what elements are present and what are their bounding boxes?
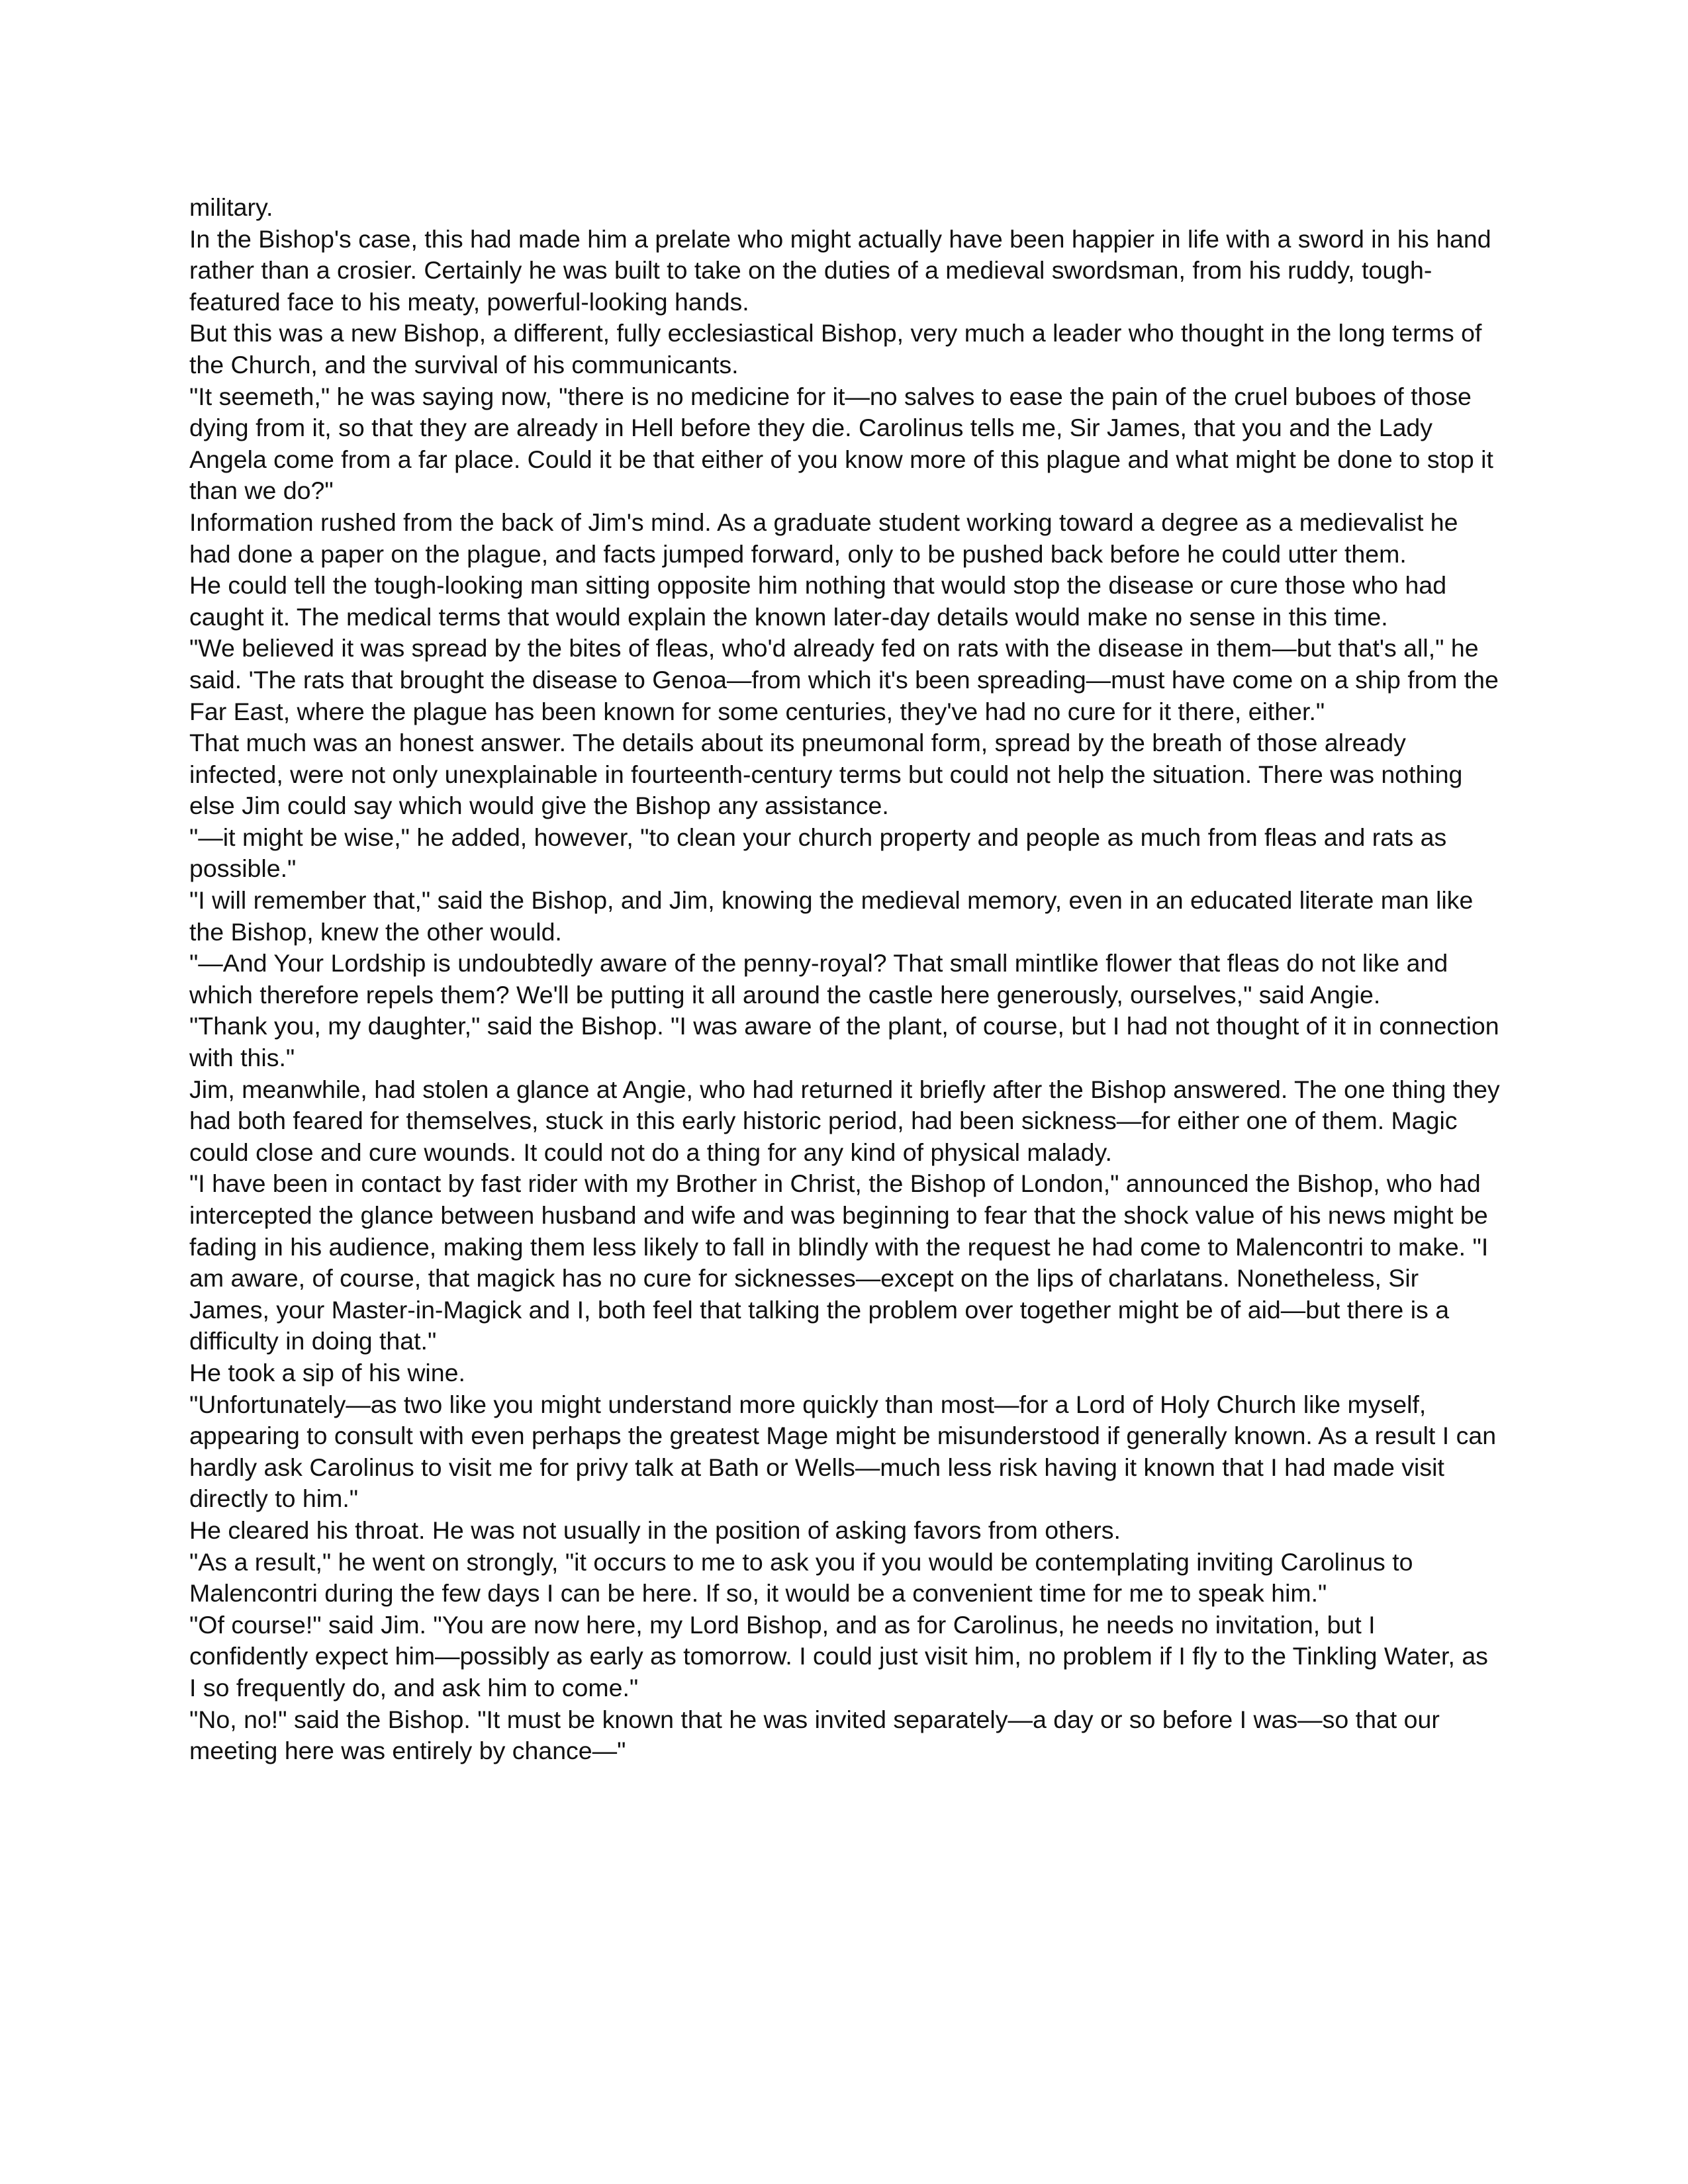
paragraph: He could tell the tough-looking man sitting opposite him nothing that would stop the disease or cure those who had caught it. The medical terms that would explain the known later-day details would make no sense in this time. xyxy=(189,571,1447,631)
paragraph: Jim, meanwhile, had stolen a glance at Angie, who had returned it briefly after the Bishop answered. The one thing they had both feared for themselves, stuck in this early historic period, had been sickness—for either one of them. Magic could close and cure wounds. It could not do a thing for any kind of physical malady. xyxy=(189,1075,1500,1166)
paragraph: "It seemeth," he was saying now, "there is no medicine for it—no salves to ease the pain of the cruel buboes of those dying from it, so that they are already in Hell before they die. Carolinus tells me, Sir James, that you and the Lady Angela come from a far place. Could it be that either of you know more of this plague and what might be done to stop it than we do?" xyxy=(189,382,1493,505)
paragraph: In the Bishop's case, this had made him a prelate who might actually have been happier in life with a sword in his hand rather than a crosier. Certainly he was built to take on the duties of a medieval swordsman, from his ruddy, tough-featured face to his meaty, powerful-looking hands. xyxy=(189,224,1491,316)
paragraph: military. xyxy=(189,193,273,221)
paragraph: "Of course!" said Jim. "You are now here, my Lord Bishop, and as for Carolinus, he needs no invitation, but I confidently expect him—possibly as early as tomorrow. I could just visit him, no problem if I fly to the Tinkling Water, as I so frequently do, and ask him to come." xyxy=(189,1610,1488,1702)
paragraph: "No, no!" said the Bishop. "It must be known that he was invited separately—a day or so before I was—so that our meeting here was entirely by chance—" xyxy=(189,1705,1440,1765)
paragraph: "We believed it was spread by the bites of fleas, who'd already fed on rats with the disease in them—but that's all," he said. 'The rats that brought the disease to Genoa—from which it's been spreading—must have come on a ship from the Far East, where the plague has been known for some centuries, they've had no cure for it there, either." xyxy=(189,634,1499,725)
paragraph: Information rushed from the back of Jim's mind. As a graduate student working toward a degree as a medievalist he had done a paper on the plague, and facts jumped forward, only to be pushed back before he could utter them. xyxy=(189,508,1458,568)
paragraph: He cleared his throat. He was not usually in the position of asking favors from others. xyxy=(189,1516,1121,1544)
paragraph: "As a result," he went on strongly, "it occurs to me to ask you if you would be contemplating inviting Carolinus to Malencontri during the few days I can be here. If so, it would be a convenient time for me to speak him." xyxy=(189,1547,1413,1608)
paragraph: "Unfortunately—as two like you might understand more quickly than most—for a Lord of Holy Church like myself, appearing to consult with even perhaps the greatest Mage might be misunderstood if generally known. As a result I can hardly ask Carolinus to visit me for privy talk at Bath or Wells—much less risk having it known that I had made visit directly to him." xyxy=(189,1390,1497,1513)
paragraph: But this was a new Bishop, a different, fully ecclesiastical Bishop, very much a leader who thought in the long terms of the Church, and the survival of his communicants. xyxy=(189,319,1482,379)
paragraph: "I will remember that," said the Bishop, and Jim, knowing the medieval memory, even in an educated literate man like the Bishop, knew the other would. xyxy=(189,886,1474,946)
paragraph: He took a sip of his wine. xyxy=(189,1358,465,1387)
paragraph: "—it might be wise," he added, however, "to clean your church property and people as much from fleas and rats as possible." xyxy=(189,823,1447,883)
body-text xyxy=(189,192,1500,1767)
paragraph: "Thank you, my daughter," said the Bishop. "I was aware of the plant, of course, but I had not thought of it in connection with this." xyxy=(189,1012,1499,1072)
paragraph: That much was an honest answer. The details about its pneumonal form, spread by the breath of those already infected, were not only unexplainable in fourteenth-century terms but could not help the situation. There was nothing else Jim could say which would give the Bishop any assistance. xyxy=(189,729,1463,820)
paragraph: "I have been in contact by fast rider with my Brother in Christ, the Bishop of London," announced the Bishop, who had intercepted the glance between husband and wife and was beginning to fear that the shock value of his news might be fading in his audience, making them less likely to fall in blindly with the request he had come to Malencontri to make. "I am aware, of course, that magick has no cure for sicknesses—except on the lips of charlatans. Nonetheless, Sir James, your Master-in-Magick and I, both feel that talking the problem over together might be of aid—but there is a difficulty in doing that." xyxy=(189,1169,1489,1355)
paragraph: "—And Your Lordship is undoubtedly aware of the penny-royal? That small mintlike flower that fleas do not like and which therefore repels them? We'll be putting it all around the castle here generously, ourselves," said Angie. xyxy=(189,949,1448,1009)
